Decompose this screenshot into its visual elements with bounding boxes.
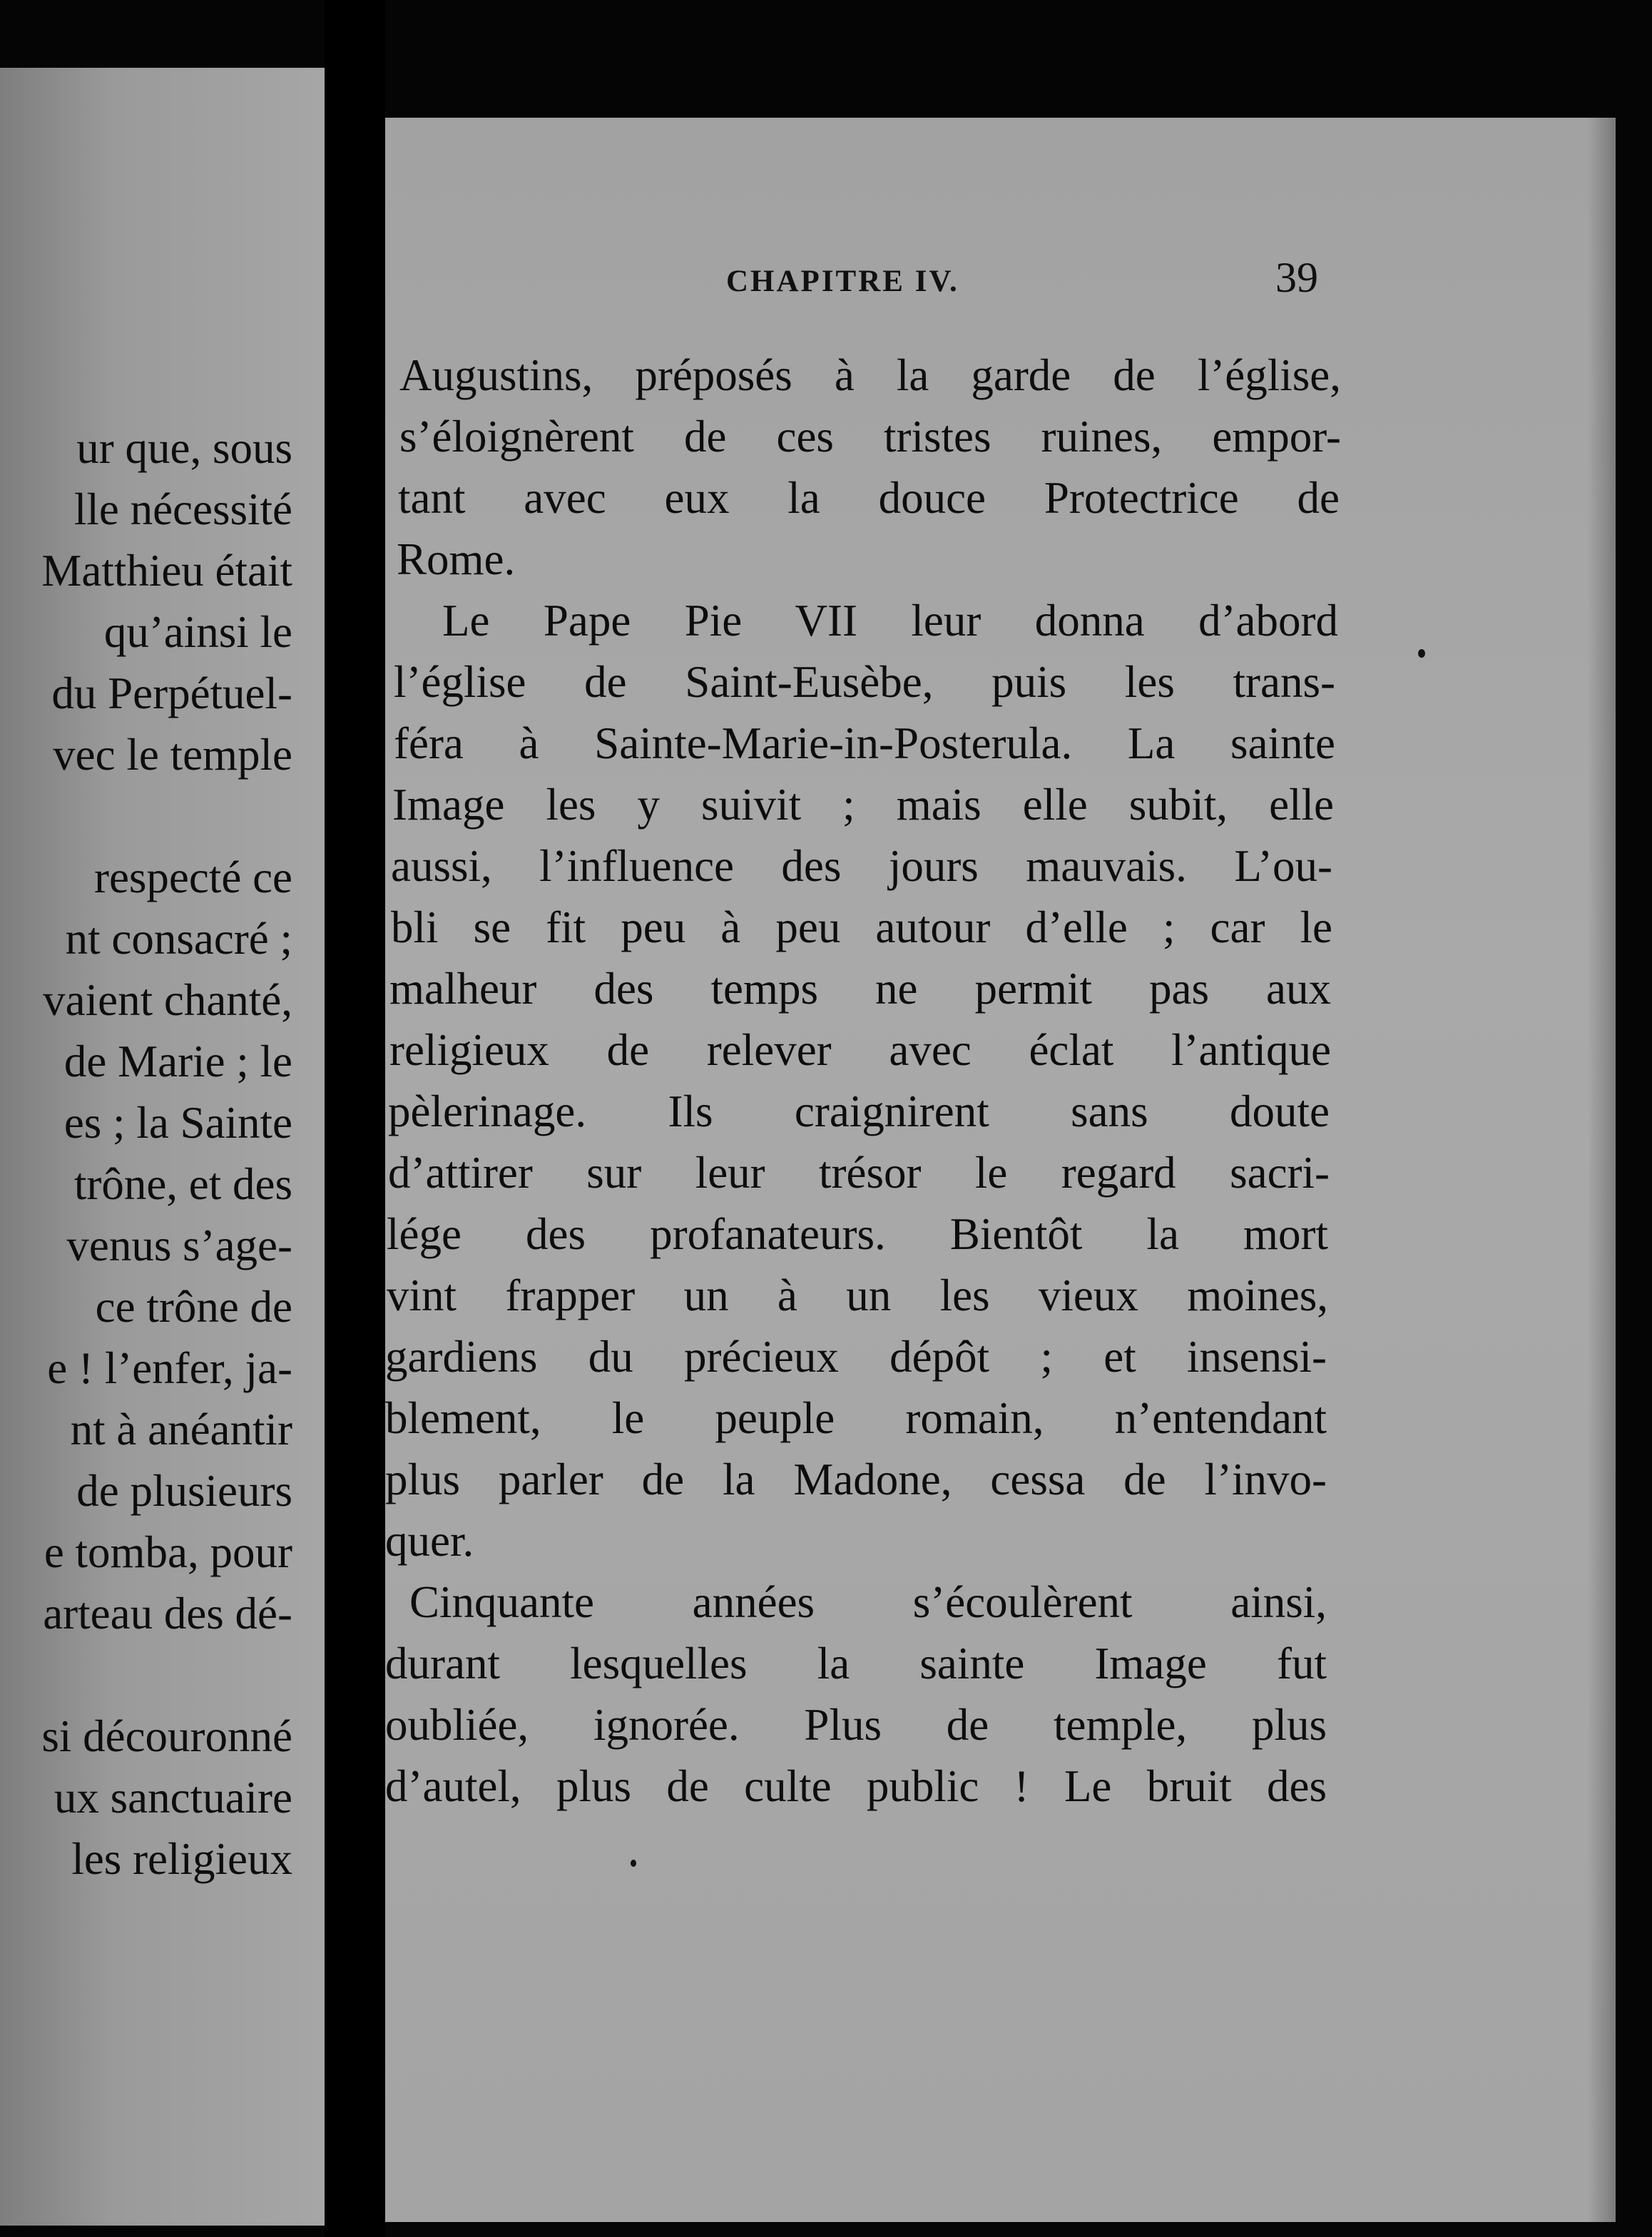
left-page: [0, 68, 325, 2226]
right-page-line: Image les y suivit ; mais elle subit, elle: [392, 780, 1334, 830]
running-head: CHAPITRE IV.: [726, 265, 959, 298]
right-page-line: malheur des temps ne permit pas aux: [389, 964, 1331, 1014]
right-page-line: religieux de relever avec éclat l’antique: [389, 1025, 1331, 1075]
right-page-line: Augustins, préposés à la garde de l’église,: [399, 350, 1341, 400]
left-page-line: e tomba, pour: [44, 1527, 292, 1577]
right-page-line: gardiens du précieux dépôt ; et insensi-: [385, 1332, 1327, 1382]
right-page-line: féra à Sainte-Marie-in-Posterula. La sainte: [394, 718, 1335, 768]
left-page-line: de plusieurs: [76, 1466, 292, 1516]
left-page-line: nt à anéantir: [70, 1405, 292, 1454]
right-page-line: Cinquante années s’écoulèrent ainsi,: [409, 1577, 1327, 1627]
left-page-line: si découronné: [41, 1711, 292, 1761]
right-page-line: s’éloignèrent de ces tristes ruines, empor-: [399, 412, 1341, 462]
right-page: [385, 118, 1616, 2222]
left-page-line: e ! l’enfer, ja-: [47, 1343, 292, 1393]
right-page-line: oubliée, ignorée. Plus de temple, plus: [385, 1700, 1327, 1750]
right-page-line: l’église de Saint-Eusèbe, puis les trans-: [394, 657, 1335, 707]
right-page-line: bli se fit peu à peu autour d’elle ; car le: [391, 902, 1332, 952]
right-page-line: Rome.: [397, 534, 516, 584]
left-page-line: arteau des dé-: [43, 1589, 292, 1639]
right-page-line: vint frapper un à un les vieux moines,: [387, 1270, 1328, 1320]
left-page-line: trône, et des: [73, 1159, 292, 1209]
right-page-line: d’autel, plus de culte public ! Le bruit des: [385, 1761, 1327, 1811]
right-page-line: Le Pape Pie VII leur donna d’abord: [442, 596, 1338, 646]
left-page-line: Matthieu était: [41, 546, 292, 596]
book-gutter: [325, 0, 385, 2237]
left-page-line: vaient chanté,: [43, 975, 292, 1025]
left-page-line: es ; la Sainte: [63, 1098, 292, 1148]
left-page-line: ce trône de: [95, 1282, 292, 1332]
right-page-line: d’attirer sur leur trésor le regard sacri-: [388, 1148, 1330, 1198]
left-page-line: les religieux: [71, 1834, 292, 1884]
right-page-line: quer.: [385, 1516, 474, 1566]
page-number: 39: [1275, 254, 1318, 301]
left-page-line: de Marie ; le: [63, 1036, 292, 1086]
scan-speck: [631, 1860, 636, 1867]
right-page-line: plus parler de la Madone, cessa de l’invo-: [385, 1454, 1327, 1504]
left-page-line: ur que, sous: [76, 423, 292, 473]
right-page-line: tant avec eux la douce Protectrice de: [398, 473, 1340, 523]
left-page-line: respecté ce: [93, 852, 292, 902]
left-page-line: ux sanctuaire: [53, 1773, 292, 1823]
left-page-line: nt consacré ;: [65, 914, 292, 964]
right-page-line: lége des profanateurs. Bientôt la mort: [387, 1209, 1328, 1259]
right-page-line: blement, le peuple romain, n’entendant: [385, 1393, 1327, 1443]
left-page-line: lle nécessité: [73, 484, 292, 534]
left-page-line: venus s’age-: [66, 1221, 292, 1270]
right-page-line: pèlerinage. Ils craignirent sans doute: [388, 1086, 1330, 1136]
right-page-line: durant lesquelles la sainte Image fut: [385, 1639, 1327, 1688]
scan-speck: [1418, 649, 1425, 658]
left-page-line: vec le temple: [53, 730, 292, 780]
right-page-line: aussi, l’influence des jours mauvais. L’ou-: [391, 841, 1332, 891]
left-page-line: qu’ainsi le: [103, 607, 292, 657]
left-page-line: du Perpétuel-: [51, 668, 292, 718]
